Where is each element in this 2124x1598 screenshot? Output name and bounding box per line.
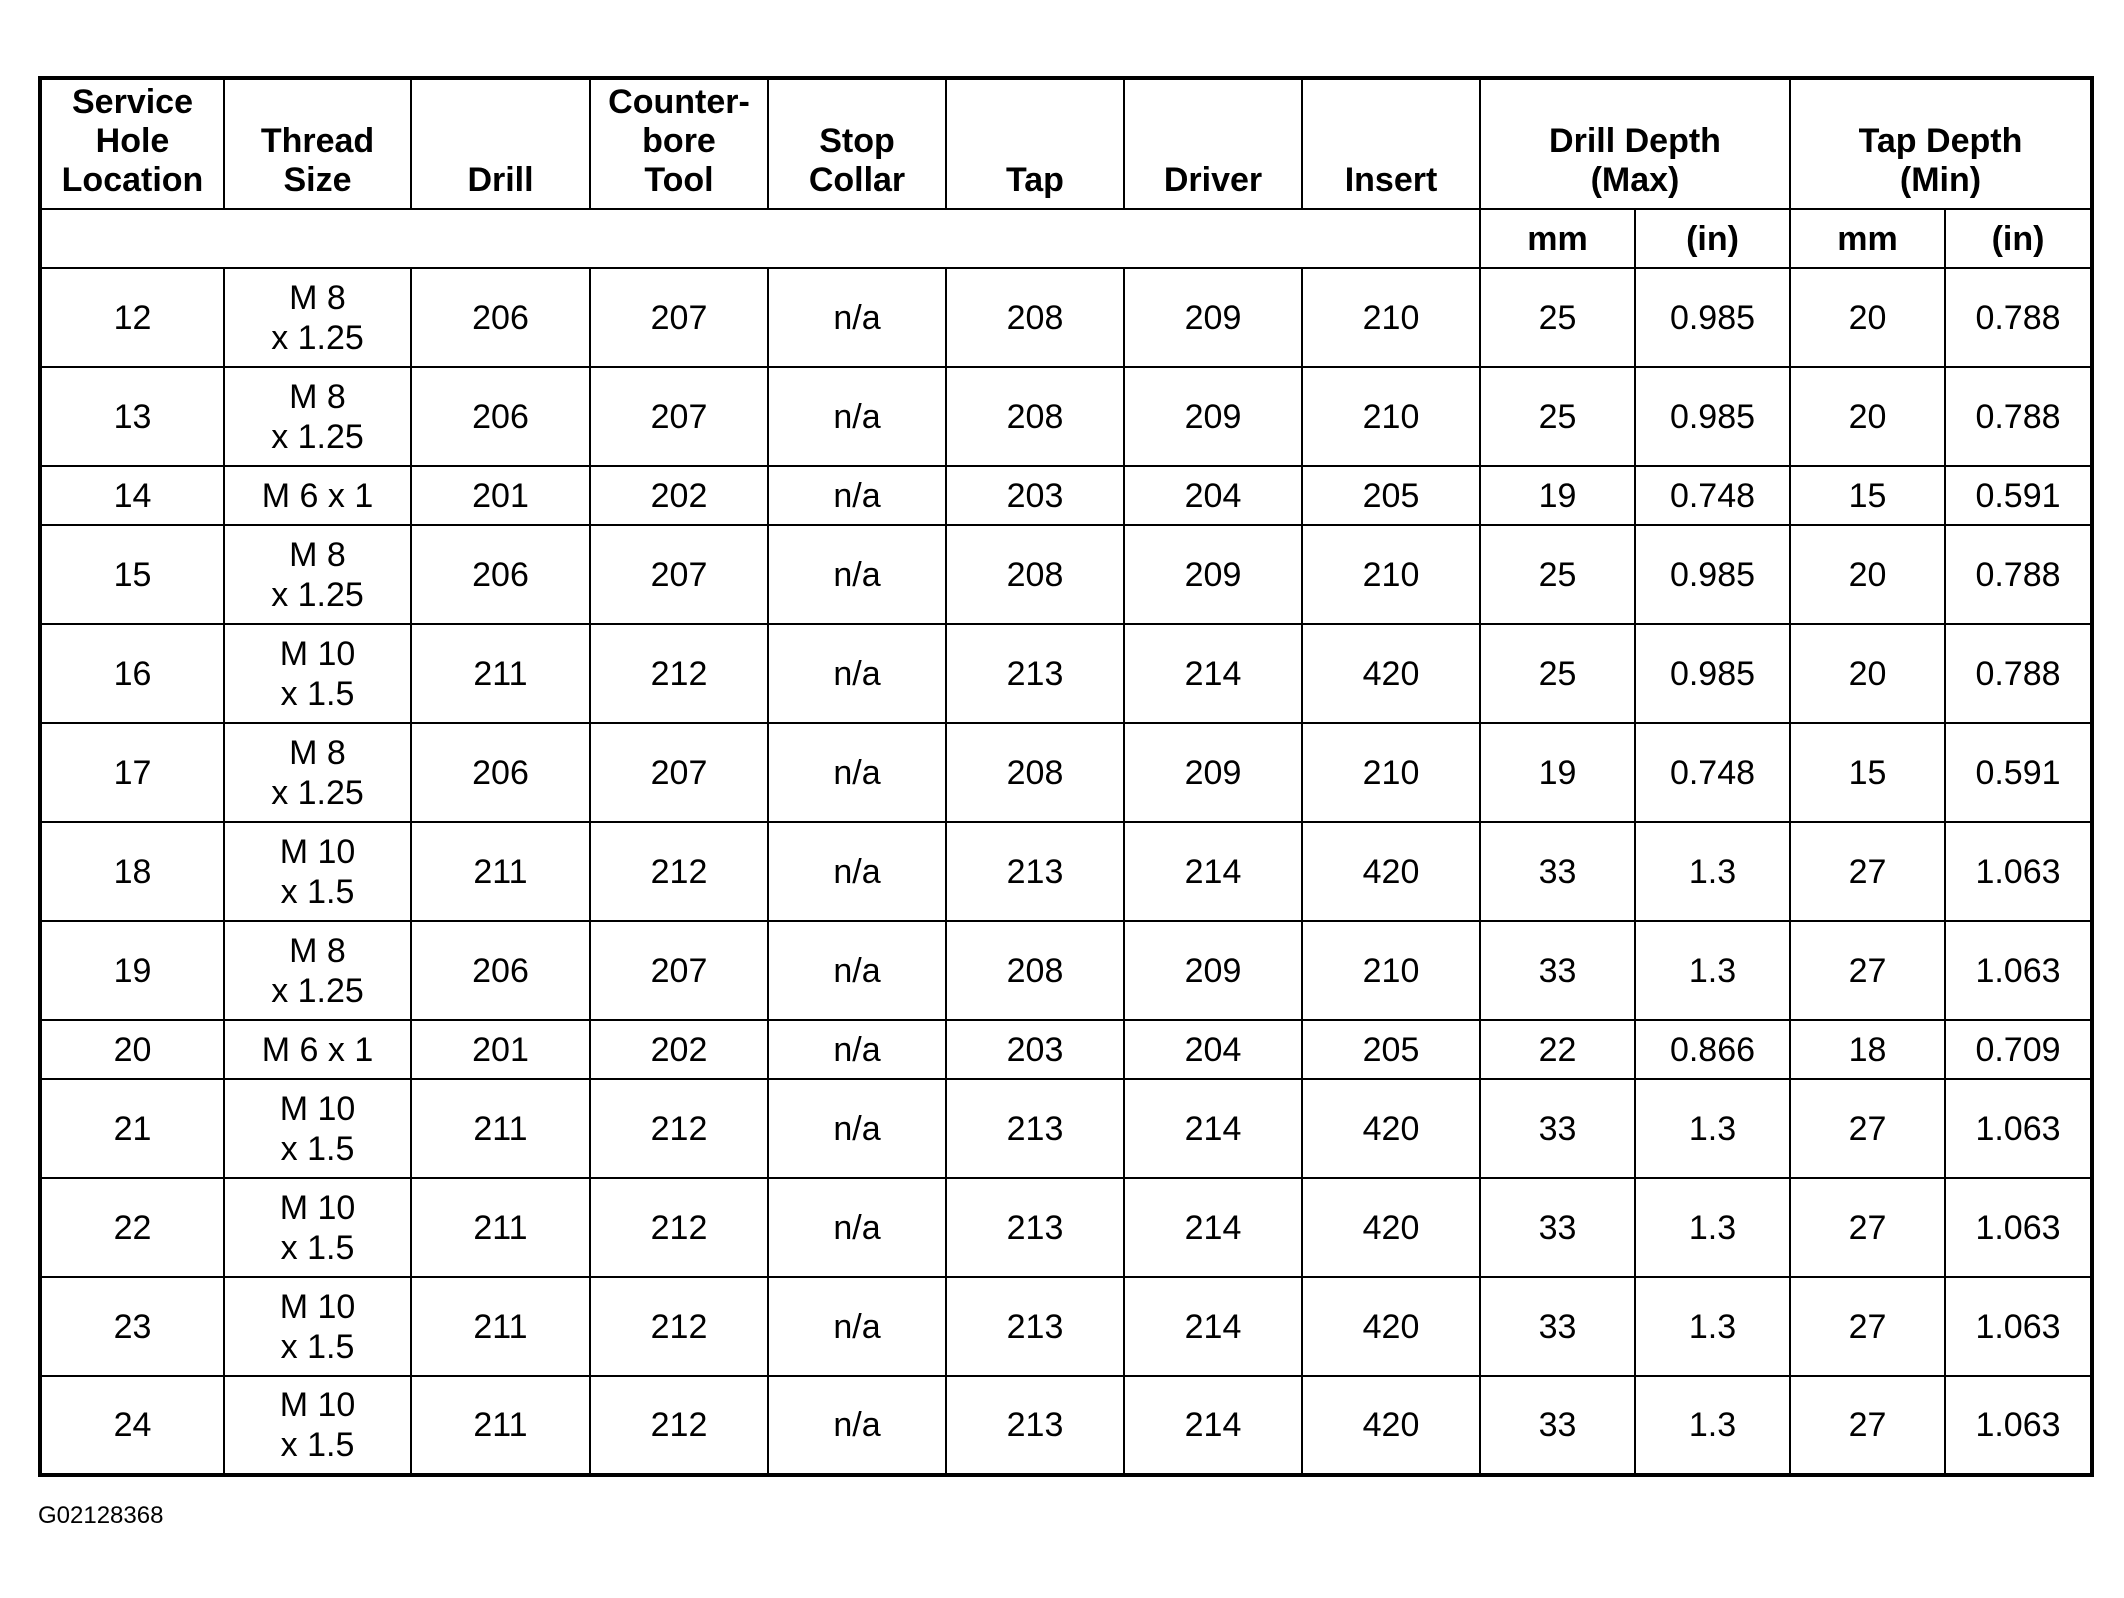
cell-counterbore-tool: 202 [590, 466, 768, 525]
cell-insert: 420 [1302, 1079, 1480, 1178]
cell-counterbore-tool: 212 [590, 1376, 768, 1475]
cell-counterbore-tool: 207 [590, 268, 768, 367]
cell-drill: 206 [411, 367, 590, 466]
header-row [40, 78, 2092, 209]
cell-drill: 206 [411, 268, 590, 367]
cell-tap: 213 [946, 1178, 1124, 1277]
cell-counterbore-tool: 212 [590, 624, 768, 723]
cell-stop-collar: n/a [768, 624, 946, 723]
cell-location: 20 [40, 1020, 224, 1079]
cell-tap-depth-mm: 27 [1790, 1277, 1945, 1376]
cell-location: 24 [40, 1376, 224, 1475]
cell-location: 21 [40, 1079, 224, 1178]
table-row [40, 1178, 2092, 1277]
cell-drill-depth-in: 0.985 [1635, 367, 1790, 466]
cell-driver: 209 [1124, 723, 1302, 822]
table-row [40, 268, 2092, 367]
cell-driver: 214 [1124, 1178, 1302, 1277]
cell-tap-depth-mm: 18 [1790, 1020, 1945, 1079]
cell-tap: 208 [946, 921, 1124, 1020]
service-hole-spec-table [38, 76, 2094, 1477]
cell-drill-depth-in: 1.3 [1635, 921, 1790, 1020]
cell-driver: 209 [1124, 525, 1302, 624]
cell-counterbore-tool: 207 [590, 367, 768, 466]
cell-stop-collar: n/a [768, 1079, 946, 1178]
cell-driver: 214 [1124, 624, 1302, 723]
cell-thread-size: M 10 x 1.5 [224, 624, 411, 723]
table-body [40, 268, 2092, 1475]
cell-counterbore-tool: 207 [590, 921, 768, 1020]
cell-thread-size: M 8 x 1.25 [224, 525, 411, 624]
cell-drill-depth-mm: 33 [1480, 822, 1635, 921]
cell-drill-depth-mm: 25 [1480, 624, 1635, 723]
cell-drill: 206 [411, 723, 590, 822]
cell-counterbore-tool: 212 [590, 1277, 768, 1376]
cell-thread-size: M 6 x 1 [224, 466, 411, 525]
col-header-drill: Drill [411, 78, 590, 209]
cell-tap-depth-mm: 20 [1790, 624, 1945, 723]
cell-tap: 203 [946, 1020, 1124, 1079]
cell-insert: 420 [1302, 624, 1480, 723]
cell-location: 18 [40, 822, 224, 921]
cell-tap-depth-mm: 27 [1790, 921, 1945, 1020]
cell-tap-depth-in: 1.063 [1945, 1079, 2092, 1178]
cell-drill-depth-in: 0.985 [1635, 624, 1790, 723]
cell-counterbore-tool: 212 [590, 1079, 768, 1178]
cell-driver: 209 [1124, 367, 1302, 466]
cell-thread-size: M 8 x 1.25 [224, 268, 411, 367]
cell-drill-depth-mm: 33 [1480, 1376, 1635, 1475]
cell-drill-depth-in: 1.3 [1635, 1376, 1790, 1475]
cell-counterbore-tool: 212 [590, 1178, 768, 1277]
cell-stop-collar: n/a [768, 367, 946, 466]
cell-driver: 209 [1124, 268, 1302, 367]
cell-drill: 211 [411, 624, 590, 723]
cell-stop-collar: n/a [768, 921, 946, 1020]
cell-tap: 208 [946, 268, 1124, 367]
col-header-insert: Insert [1302, 78, 1480, 209]
cell-drill-depth-in: 0.985 [1635, 268, 1790, 367]
cell-drill-depth-mm: 25 [1480, 525, 1635, 624]
cell-location: 22 [40, 1178, 224, 1277]
cell-insert: 210 [1302, 921, 1480, 1020]
cell-tap-depth-in: 1.063 [1945, 1178, 2092, 1277]
cell-tap-depth-in: 0.788 [1945, 367, 2092, 466]
cell-insert: 210 [1302, 525, 1480, 624]
cell-drill-depth-mm: 33 [1480, 1178, 1635, 1277]
cell-insert: 420 [1302, 822, 1480, 921]
cell-tap-depth-mm: 15 [1790, 466, 1945, 525]
unit-tap-in: (in) [1945, 209, 2092, 268]
cell-stop-collar: n/a [768, 822, 946, 921]
cell-tap-depth-mm: 20 [1790, 268, 1945, 367]
cell-drill-depth-in: 0.985 [1635, 525, 1790, 624]
cell-tap: 213 [946, 822, 1124, 921]
cell-tap-depth-in: 0.788 [1945, 624, 2092, 723]
cell-thread-size: M 10 x 1.5 [224, 822, 411, 921]
cell-tap-depth-in: 1.063 [1945, 1277, 2092, 1376]
cell-tap-depth-mm: 15 [1790, 723, 1945, 822]
cell-counterbore-tool: 207 [590, 723, 768, 822]
cell-drill-depth-mm: 19 [1480, 466, 1635, 525]
cell-drill: 201 [411, 466, 590, 525]
cell-tap-depth-in: 0.591 [1945, 466, 2092, 525]
cell-drill-depth-in: 1.3 [1635, 1178, 1790, 1277]
cell-drill: 201 [411, 1020, 590, 1079]
table-row [40, 723, 2092, 822]
cell-driver: 209 [1124, 921, 1302, 1020]
cell-stop-collar: n/a [768, 1020, 946, 1079]
cell-drill-depth-in: 1.3 [1635, 1277, 1790, 1376]
cell-tap: 213 [946, 1277, 1124, 1376]
cell-insert: 205 [1302, 466, 1480, 525]
unit-drill-in: (in) [1635, 209, 1790, 268]
cell-location: 16 [40, 624, 224, 723]
cell-tap-depth-mm: 27 [1790, 1376, 1945, 1475]
cell-thread-size: M 10 x 1.5 [224, 1178, 411, 1277]
cell-drill: 206 [411, 525, 590, 624]
cell-drill-depth-in: 1.3 [1635, 822, 1790, 921]
cell-driver: 204 [1124, 1020, 1302, 1079]
cell-stop-collar: n/a [768, 466, 946, 525]
cell-tap-depth-in: 1.063 [1945, 822, 2092, 921]
cell-stop-collar: n/a [768, 723, 946, 822]
cell-drill-depth-mm: 22 [1480, 1020, 1635, 1079]
cell-tap: 208 [946, 525, 1124, 624]
cell-insert: 210 [1302, 268, 1480, 367]
cell-stop-collar: n/a [768, 1277, 946, 1376]
cell-location: 19 [40, 921, 224, 1020]
cell-drill-depth-in: 0.748 [1635, 723, 1790, 822]
cell-tap-depth-mm: 27 [1790, 1079, 1945, 1178]
cell-counterbore-tool: 212 [590, 822, 768, 921]
table-row [40, 367, 2092, 466]
cell-stop-collar: n/a [768, 1178, 946, 1277]
cell-drill-depth-in: 1.3 [1635, 1079, 1790, 1178]
cell-stop-collar: n/a [768, 1376, 946, 1475]
cell-driver: 204 [1124, 466, 1302, 525]
cell-stop-collar: n/a [768, 268, 946, 367]
cell-driver: 214 [1124, 1376, 1302, 1475]
cell-tap: 208 [946, 723, 1124, 822]
cell-thread-size: M 10 x 1.5 [224, 1376, 411, 1475]
cell-thread-size: M 8 x 1.25 [224, 367, 411, 466]
table-row [40, 1376, 2092, 1475]
col-header-stop-collar: Stop Collar [768, 78, 946, 209]
cell-location: 23 [40, 1277, 224, 1376]
cell-counterbore-tool: 207 [590, 525, 768, 624]
cell-tap-depth-in: 0.591 [1945, 723, 2092, 822]
table-row [40, 525, 2092, 624]
table-row [40, 624, 2092, 723]
cell-drill: 211 [411, 822, 590, 921]
cell-tap-depth-in: 0.709 [1945, 1020, 2092, 1079]
cell-location: 13 [40, 367, 224, 466]
cell-location: 12 [40, 268, 224, 367]
cell-drill: 211 [411, 1178, 590, 1277]
cell-driver: 214 [1124, 1277, 1302, 1376]
cell-thread-size: M 8 x 1.25 [224, 921, 411, 1020]
col-header-counterbore-tool: Counter- bore Tool [590, 78, 768, 209]
cell-drill: 206 [411, 921, 590, 1020]
cell-tap: 213 [946, 1079, 1124, 1178]
cell-tap-depth-mm: 27 [1790, 1178, 1945, 1277]
table-row [40, 921, 2092, 1020]
col-header-location: Service Hole Location [40, 78, 224, 209]
cell-tap-depth-in: 0.788 [1945, 525, 2092, 624]
cell-drill-depth-in: 0.748 [1635, 466, 1790, 525]
cell-thread-size: M 10 x 1.5 [224, 1277, 411, 1376]
cell-tap-depth-mm: 20 [1790, 367, 1945, 466]
col-header-thread-size: Thread Size [224, 78, 411, 209]
cell-stop-collar: n/a [768, 525, 946, 624]
cell-location: 15 [40, 525, 224, 624]
col-header-tap: Tap [946, 78, 1124, 209]
cell-tap-depth-mm: 20 [1790, 525, 1945, 624]
cell-drill-depth-in: 0.866 [1635, 1020, 1790, 1079]
col-header-drill-depth: Drill Depth (Max) [1480, 78, 1790, 209]
cell-thread-size: M 6 x 1 [224, 1020, 411, 1079]
cell-drill-depth-mm: 25 [1480, 367, 1635, 466]
units-row-spacer [40, 209, 1480, 268]
cell-tap: 213 [946, 1376, 1124, 1475]
cell-thread-size: M 8 x 1.25 [224, 723, 411, 822]
cell-insert: 205 [1302, 1020, 1480, 1079]
cell-counterbore-tool: 202 [590, 1020, 768, 1079]
cell-driver: 214 [1124, 1079, 1302, 1178]
cell-drill-depth-mm: 33 [1480, 921, 1635, 1020]
cell-insert: 420 [1302, 1178, 1480, 1277]
cell-drill: 211 [411, 1376, 590, 1475]
cell-insert: 420 [1302, 1277, 1480, 1376]
cell-tap-depth-in: 1.063 [1945, 921, 2092, 1020]
cell-tap-depth-mm: 27 [1790, 822, 1945, 921]
cell-driver: 214 [1124, 822, 1302, 921]
table-row [40, 466, 2092, 525]
cell-insert: 210 [1302, 367, 1480, 466]
cell-tap-depth-in: 0.788 [1945, 268, 2092, 367]
table-row [40, 1277, 2092, 1376]
cell-location: 14 [40, 466, 224, 525]
cell-tap: 203 [946, 466, 1124, 525]
units-row [40, 209, 2092, 268]
cell-drill: 211 [411, 1277, 590, 1376]
cell-drill-depth-mm: 33 [1480, 1079, 1635, 1178]
cell-drill-depth-mm: 25 [1480, 268, 1635, 367]
cell-tap: 208 [946, 367, 1124, 466]
figure-id: G02128368 [38, 1502, 164, 1529]
cell-insert: 210 [1302, 723, 1480, 822]
cell-drill-depth-mm: 33 [1480, 1277, 1635, 1376]
cell-drill: 211 [411, 1079, 590, 1178]
cell-thread-size: M 10 x 1.5 [224, 1079, 411, 1178]
col-header-driver: Driver [1124, 78, 1302, 209]
table-row [40, 1079, 2092, 1178]
cell-drill-depth-mm: 19 [1480, 723, 1635, 822]
cell-location: 17 [40, 723, 224, 822]
table-row [40, 822, 2092, 921]
cell-insert: 420 [1302, 1376, 1480, 1475]
cell-tap: 213 [946, 624, 1124, 723]
unit-tap-mm: mm [1790, 209, 1945, 268]
col-header-tap-depth: Tap Depth (Min) [1790, 78, 2092, 209]
cell-tap-depth-in: 1.063 [1945, 1376, 2092, 1475]
table-row [40, 1020, 2092, 1079]
unit-drill-mm: mm [1480, 209, 1635, 268]
